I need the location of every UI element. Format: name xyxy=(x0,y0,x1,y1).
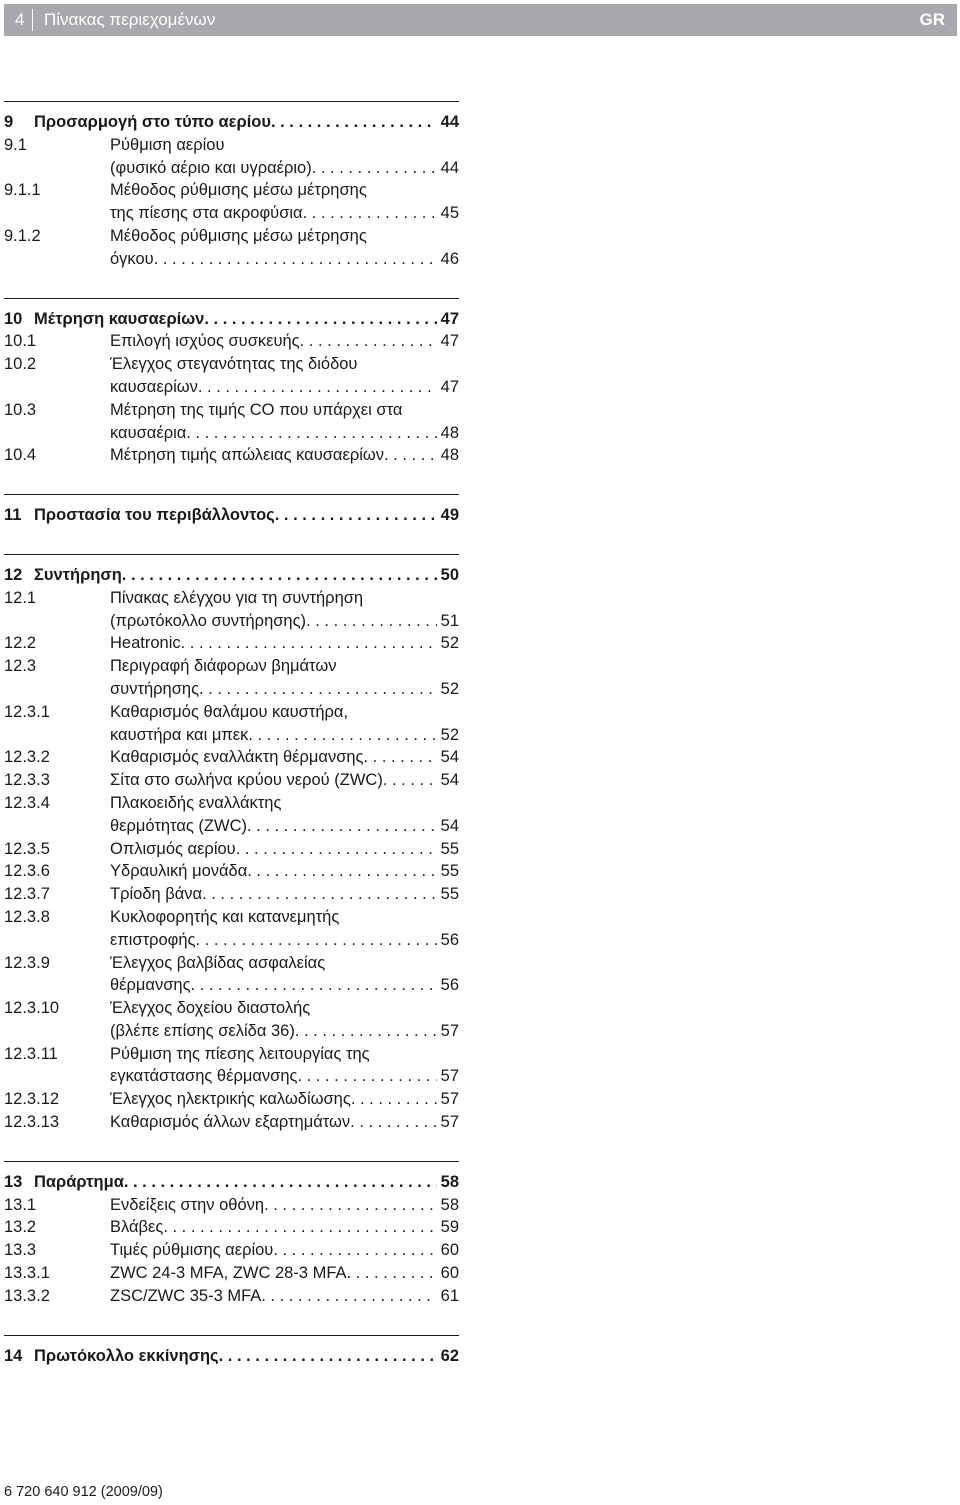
toc-entry-title: επιστροφής xyxy=(110,930,196,949)
toc-entry-number: 12.3.3 xyxy=(4,771,50,790)
dot-leader xyxy=(271,111,437,134)
dot-leader xyxy=(364,746,437,769)
toc-entry-number: 12.2 xyxy=(4,634,37,653)
toc-entry-line xyxy=(110,997,459,1020)
toc-entry[interactable] xyxy=(4,1216,459,1239)
toc-entry-line xyxy=(110,1065,459,1088)
toc-entry-title: Μέθοδος ρύθμισης μέσω μέτρησης xyxy=(110,226,367,245)
toc-chapter-entry[interactable] xyxy=(4,564,459,587)
toc-entry-title: Μέτρηση τιμής απώλειας καυσαερίων xyxy=(110,446,385,465)
toc-entry[interactable] xyxy=(4,1285,459,1308)
toc-entry-line xyxy=(110,952,459,975)
dot-leader xyxy=(247,860,436,883)
toc-entry-page: 51 xyxy=(440,611,459,630)
toc-entry-title: Συντήρηση xyxy=(34,565,122,584)
toc-entry[interactable] xyxy=(4,678,459,701)
dot-leader xyxy=(196,929,437,952)
toc-entry-page: 47 xyxy=(440,332,459,351)
toc-entry-title: ZWC 24-3 MFA, ZWC 28-3 MFA xyxy=(110,1264,347,1283)
toc-entry[interactable] xyxy=(4,838,459,861)
toc-entry-line xyxy=(110,746,459,769)
toc-entry-line xyxy=(110,248,459,271)
dot-leader xyxy=(295,1020,437,1043)
toc-entry[interactable] xyxy=(4,444,459,467)
toc-entry-title: Παράρτημα xyxy=(34,1172,124,1191)
toc-entry-title: της πίεσης στα ακροφύσια xyxy=(110,204,303,223)
toc-entry[interactable] xyxy=(4,610,459,633)
toc-entry-page: 60 xyxy=(440,1264,459,1283)
dot-leader xyxy=(351,1088,437,1111)
toc-entry[interactable] xyxy=(4,632,459,655)
toc-entry-title: Έλεγχος ηλεκτρικής καλωδίωσης xyxy=(110,1090,351,1109)
toc-entry-title: εγκατάστασης θέρμανσης xyxy=(110,1067,298,1086)
toc-entry-title: Μέθοδος ρύθμισης μέσω μέτρησης xyxy=(110,181,367,200)
toc-entry-number: 12.3.6 xyxy=(4,862,50,881)
dot-leader xyxy=(306,610,437,633)
toc-entry[interactable] xyxy=(4,1194,459,1217)
toc-entry-title: Επιλογή ισχύος συσκευής xyxy=(110,332,300,351)
toc-entry-line xyxy=(110,1088,459,1111)
toc-entry[interactable] xyxy=(4,769,459,792)
toc-entry-title: Έλεγχος βαλβίδας ασφαλείας xyxy=(110,953,326,972)
toc-entry-line xyxy=(110,157,459,180)
toc-entry-line xyxy=(110,974,459,997)
toc-section xyxy=(4,101,459,271)
toc-entry-line xyxy=(110,883,459,906)
dot-leader xyxy=(202,883,437,906)
toc-entry-line xyxy=(110,179,459,202)
toc-entry-page: 55 xyxy=(440,862,459,881)
toc-entry[interactable] xyxy=(4,179,459,202)
toc-section xyxy=(4,1335,459,1368)
dot-leader xyxy=(236,838,437,861)
toc-entry-line xyxy=(110,134,459,157)
toc-entry-line xyxy=(110,1285,459,1308)
toc-entry[interactable] xyxy=(4,883,459,906)
toc-chapter-entry[interactable] xyxy=(4,504,459,527)
toc-entry-page: 49 xyxy=(440,506,459,525)
toc-entry-line xyxy=(110,1194,459,1217)
toc-entry[interactable] xyxy=(4,701,459,724)
page-number: 4 xyxy=(15,10,25,29)
toc-entry-title: Ενδείξεις στην οθόνη xyxy=(110,1195,265,1214)
toc-entry[interactable] xyxy=(4,248,459,271)
toc-entry-number: 11 xyxy=(4,506,22,525)
toc-entry-number: 10.4 xyxy=(4,446,37,465)
toc-entry-line xyxy=(110,632,459,655)
toc-entry-page: 62 xyxy=(440,1346,459,1365)
dot-leader xyxy=(350,1111,436,1134)
toc-entry-page: 58 xyxy=(440,1195,459,1214)
dot-leader xyxy=(347,1262,437,1285)
toc-entry[interactable] xyxy=(4,225,459,248)
toc-entry-line xyxy=(34,1345,459,1368)
toc-entry-line xyxy=(110,444,459,467)
toc-entry-line xyxy=(110,1216,459,1239)
toc-entry[interactable] xyxy=(4,587,459,610)
toc-entry-title: Μέτρηση καυσαερίων xyxy=(34,309,205,328)
toc-entry-line xyxy=(110,838,459,861)
toc-entry[interactable] xyxy=(4,655,459,678)
toc-entry-title: Έλεγχος στεγανότητας της διόδου xyxy=(110,355,358,374)
toc-entry-line xyxy=(34,504,459,527)
toc-entry-line xyxy=(110,422,459,445)
toc-entry-title: (φυσικό αέριο και υγραέριο) xyxy=(110,158,312,177)
toc-entry-page: 46 xyxy=(440,249,459,268)
toc-entry-line xyxy=(110,678,459,701)
toc-entry-line xyxy=(110,1020,459,1043)
toc-entry-line xyxy=(110,655,459,678)
toc-entry-title: Έλεγχος δοχείου διαστολής xyxy=(110,999,311,1018)
toc-entry-title: Heatronic xyxy=(110,634,181,653)
toc-chapter-entry[interactable] xyxy=(4,1171,459,1194)
dot-leader xyxy=(264,1194,437,1217)
toc-entry[interactable] xyxy=(4,202,459,225)
toc-section xyxy=(4,494,459,527)
page-header xyxy=(4,4,957,36)
toc-entry-line xyxy=(110,610,459,633)
toc-entry-page: 58 xyxy=(440,1172,459,1191)
toc-entry-page: 57 xyxy=(440,1090,459,1109)
dot-leader xyxy=(384,444,437,467)
toc-entry-number: 10.3 xyxy=(4,400,37,419)
toc-entry[interactable] xyxy=(4,974,459,997)
toc-entry-number: 10.1 xyxy=(4,332,37,351)
toc-entry-title: Τρίοδη βάνα xyxy=(110,885,203,904)
toc-entry[interactable] xyxy=(4,746,459,769)
toc-entry-page: 59 xyxy=(440,1218,459,1237)
toc-entry-title: Σίτα στο σωλήνα κρύου νερού (ZWC) xyxy=(110,771,383,790)
dot-leader xyxy=(122,564,437,587)
toc-entry-number: 13 xyxy=(4,1172,23,1191)
toc-entry-line xyxy=(110,860,459,883)
dot-leader xyxy=(181,632,437,655)
toc-section xyxy=(4,298,459,468)
toc-entry[interactable] xyxy=(4,929,459,952)
toc-entry-line xyxy=(110,1239,459,1262)
toc-entry-title: ZSC/ZWC 35-3 MFA xyxy=(110,1286,262,1305)
dot-leader xyxy=(273,1239,436,1262)
toc-section xyxy=(4,1161,459,1308)
dot-leader xyxy=(312,157,437,180)
toc-entry-line xyxy=(34,564,459,587)
dot-leader xyxy=(204,308,436,331)
toc-entry-number: 9 xyxy=(4,113,14,131)
toc-entry[interactable] xyxy=(4,1239,459,1262)
toc-entry[interactable] xyxy=(4,134,459,157)
toc-entry[interactable] xyxy=(4,1043,459,1066)
toc-entry-page: 56 xyxy=(440,930,459,949)
toc-entry-page: 52 xyxy=(440,725,459,744)
dot-leader xyxy=(300,330,437,353)
toc-entry-number: 14 xyxy=(4,1346,23,1365)
toc-entry-title: Ρύθμιση αερίου xyxy=(110,135,225,154)
dot-leader xyxy=(191,974,437,997)
toc-entry-line xyxy=(34,308,459,331)
toc-entry-page: 54 xyxy=(440,816,459,835)
toc-entry-page: 48 xyxy=(440,446,459,465)
toc-entry-number: 12.3.8 xyxy=(4,907,50,926)
toc-entry[interactable] xyxy=(4,906,459,929)
toc-entry-title: Προστασία του περιβάλλοντος xyxy=(34,506,275,525)
toc-section xyxy=(4,554,459,1134)
toc-entry-title: θερμότητας (ZWC) xyxy=(110,816,247,835)
toc-entry-line xyxy=(110,587,459,610)
dot-leader xyxy=(297,1065,436,1088)
dot-leader xyxy=(248,724,436,747)
toc-entry-title: Περιγραφή διάφορων βημάτων xyxy=(110,657,337,676)
dot-leader xyxy=(124,1171,437,1194)
toc-entry-page: 55 xyxy=(440,885,459,904)
toc-entry-page: 47 xyxy=(440,377,459,396)
toc-entry-number: 13.1 xyxy=(4,1195,37,1214)
toc-entry-number: 12.3.1 xyxy=(4,702,50,721)
toc-entry[interactable] xyxy=(4,815,459,838)
toc-entry-title: καυστήρα και μπεκ xyxy=(110,725,249,744)
toc-entry-number: 10 xyxy=(4,309,23,328)
toc-entry[interactable] xyxy=(4,353,459,376)
toc-entry[interactable] xyxy=(4,997,459,1020)
toc-entry-number: 12.3.9 xyxy=(4,953,50,972)
toc-entry-page: 47 xyxy=(440,309,459,328)
toc-entry-line xyxy=(110,353,459,376)
toc-entry-line xyxy=(110,792,459,815)
toc-entry-title: όγκου xyxy=(110,249,154,268)
toc-entry-line xyxy=(110,202,459,225)
toc-entry-line xyxy=(110,906,459,929)
toc-entry-line xyxy=(34,1171,459,1194)
toc-entry-line xyxy=(110,1262,459,1285)
toc-entry-title: Οπλισμός αερίου xyxy=(110,839,236,858)
toc-entry[interactable] xyxy=(4,724,459,747)
toc-entry-line xyxy=(110,330,459,353)
toc-entry-title: Προσαρμογή στο τύπο αερίου xyxy=(34,113,271,131)
toc-entry-page: 56 xyxy=(440,976,459,995)
toc-entry-line xyxy=(110,1043,459,1066)
toc-entry-line xyxy=(110,815,459,838)
toc-entry-number: 12.3.5 xyxy=(4,839,50,858)
toc-entry-title: Καθαρισμός άλλων εξαρτημάτων xyxy=(110,1113,351,1132)
toc-entry[interactable] xyxy=(4,1088,459,1111)
dot-leader xyxy=(163,1216,436,1239)
toc-entry-number: 12.3 xyxy=(4,657,37,676)
toc-entry[interactable] xyxy=(4,422,459,445)
toc-entry-line xyxy=(110,376,459,399)
toc-entry-page: 54 xyxy=(440,771,459,790)
toc-entry-page: 48 xyxy=(440,423,459,442)
toc-entry-page: 54 xyxy=(440,748,459,767)
toc-entry-title: Πρωτόκολλο εκκίνησης xyxy=(34,1346,219,1365)
toc-entry-title: Ρύθμιση της πίεσης λειτουργίας της xyxy=(110,1044,370,1063)
toc-entry-line xyxy=(110,724,459,747)
toc-entry-number: 13.3 xyxy=(4,1241,37,1260)
toc-entry[interactable] xyxy=(4,330,459,353)
toc-entry-number: 12.3.2 xyxy=(4,748,50,767)
toc-entry[interactable] xyxy=(4,376,459,399)
toc-entry[interactable] xyxy=(4,399,459,422)
toc-entry-page: 44 xyxy=(440,158,459,177)
dot-leader xyxy=(186,422,436,445)
document-number: 6 720 640 912 (2009/09) xyxy=(4,1484,163,1500)
toc-entry-page: 57 xyxy=(440,1113,459,1132)
toc-entry-line xyxy=(110,769,459,792)
dot-leader xyxy=(275,504,437,527)
toc-entry[interactable] xyxy=(4,1065,459,1088)
toc-entry-number: 9.1.2 xyxy=(4,226,41,245)
toc-entry[interactable] xyxy=(4,1262,459,1285)
dot-leader xyxy=(303,202,437,225)
toc-entry-number: 12 xyxy=(4,565,23,584)
toc-entry-number: 12.3.4 xyxy=(4,793,50,812)
toc-entry-line xyxy=(110,701,459,724)
dot-leader xyxy=(261,1285,436,1308)
toc-entry[interactable] xyxy=(4,860,459,883)
toc-chapter-entry[interactable] xyxy=(4,308,459,331)
toc-entry-title: (βλέπε επίσης σελίδα 36) xyxy=(110,1021,295,1040)
toc-entry-page: 50 xyxy=(440,565,459,584)
toc-entry-page: 44 xyxy=(440,113,459,131)
toc-entry-title: Τιμές ρύθμισης αερίου xyxy=(110,1241,274,1260)
toc-entry-title: Καθαρισμός θαλάμου καυστήρα, xyxy=(110,702,349,721)
toc-chapter-entry[interactable] xyxy=(4,1345,459,1368)
toc-entry[interactable] xyxy=(4,157,459,180)
toc-entry-title: Υδραυλική μονάδα xyxy=(110,862,248,881)
toc-entry-number: 12.3.12 xyxy=(4,1090,60,1109)
dot-leader xyxy=(199,678,437,701)
toc-entry-line xyxy=(110,929,459,952)
toc-entry-page: 57 xyxy=(440,1067,459,1086)
toc-entry[interactable] xyxy=(4,952,459,975)
toc-entry-page: 52 xyxy=(440,634,459,653)
dot-leader xyxy=(154,248,437,271)
toc-entry-number: 13.3.2 xyxy=(4,1286,50,1305)
toc-entry-number: 10.2 xyxy=(4,355,37,374)
toc-entry-number: 12.1 xyxy=(4,588,37,607)
dot-leader xyxy=(247,815,437,838)
toc-entry-title: Βλάβες xyxy=(110,1218,164,1237)
toc-entry-number: 12.3.13 xyxy=(4,1113,60,1132)
toc-entry-page: 57 xyxy=(440,1021,459,1040)
toc-entry-number: 13.2 xyxy=(4,1218,37,1237)
toc-entry-title: Πλακοειδής εναλλάκτης xyxy=(110,793,282,812)
toc-entry-page: 45 xyxy=(440,204,459,223)
toc-entry-number: 12.3.7 xyxy=(4,885,50,904)
toc-entry-title: θέρμανσης xyxy=(110,976,191,995)
toc-entry-number: 9.1 xyxy=(4,135,27,154)
toc-entry-title: Μέτρηση της τιμής CO που υπάρχει στα xyxy=(110,400,403,419)
toc-entry-page: 61 xyxy=(440,1286,459,1305)
toc-entry[interactable] xyxy=(4,1020,459,1043)
toc-entry-page: 60 xyxy=(440,1241,459,1260)
toc-entry-title: (πρωτόκολλο συντήρησης) xyxy=(110,611,307,630)
dot-leader xyxy=(198,376,437,399)
toc-entry[interactable] xyxy=(4,1111,459,1134)
language-code: GR xyxy=(919,10,945,29)
toc-entry-title: Πίνακας ελέγχου για τη συντήρηση xyxy=(110,588,364,607)
toc-entry-title: Κυκλοφορητής και κατανεμητής xyxy=(110,907,340,926)
toc-entry-line xyxy=(110,399,459,422)
toc-entry-title: καυσαερίων xyxy=(110,377,198,396)
dot-leader xyxy=(383,769,437,792)
toc-entry-number: 13.3.1 xyxy=(4,1264,50,1283)
header-divider xyxy=(32,9,33,31)
table-of-contents xyxy=(4,101,459,1394)
toc-entry-line xyxy=(34,111,459,134)
toc-entry-line xyxy=(110,1111,459,1134)
toc-chapter-entry[interactable] xyxy=(4,111,459,134)
toc-entry-title: Καθαρισμός εναλλάκτη θέρμανσης xyxy=(110,748,364,767)
toc-entry-number: 12.3.11 xyxy=(4,1044,58,1063)
header-title: Πίνακας περιεχομένων xyxy=(44,10,216,29)
toc-entry-number: 12.3.10 xyxy=(4,999,60,1018)
toc-entry-number: 9.1.1 xyxy=(4,181,41,200)
toc-entry-title: καυσαέρια xyxy=(110,423,187,442)
toc-entry[interactable] xyxy=(4,792,459,815)
dot-leader xyxy=(219,1345,437,1368)
toc-entry-title: συντήρησης xyxy=(110,679,200,698)
toc-entry-page: 55 xyxy=(440,839,459,858)
toc-entry-line xyxy=(110,225,459,248)
toc-entry-page: 52 xyxy=(440,679,459,698)
